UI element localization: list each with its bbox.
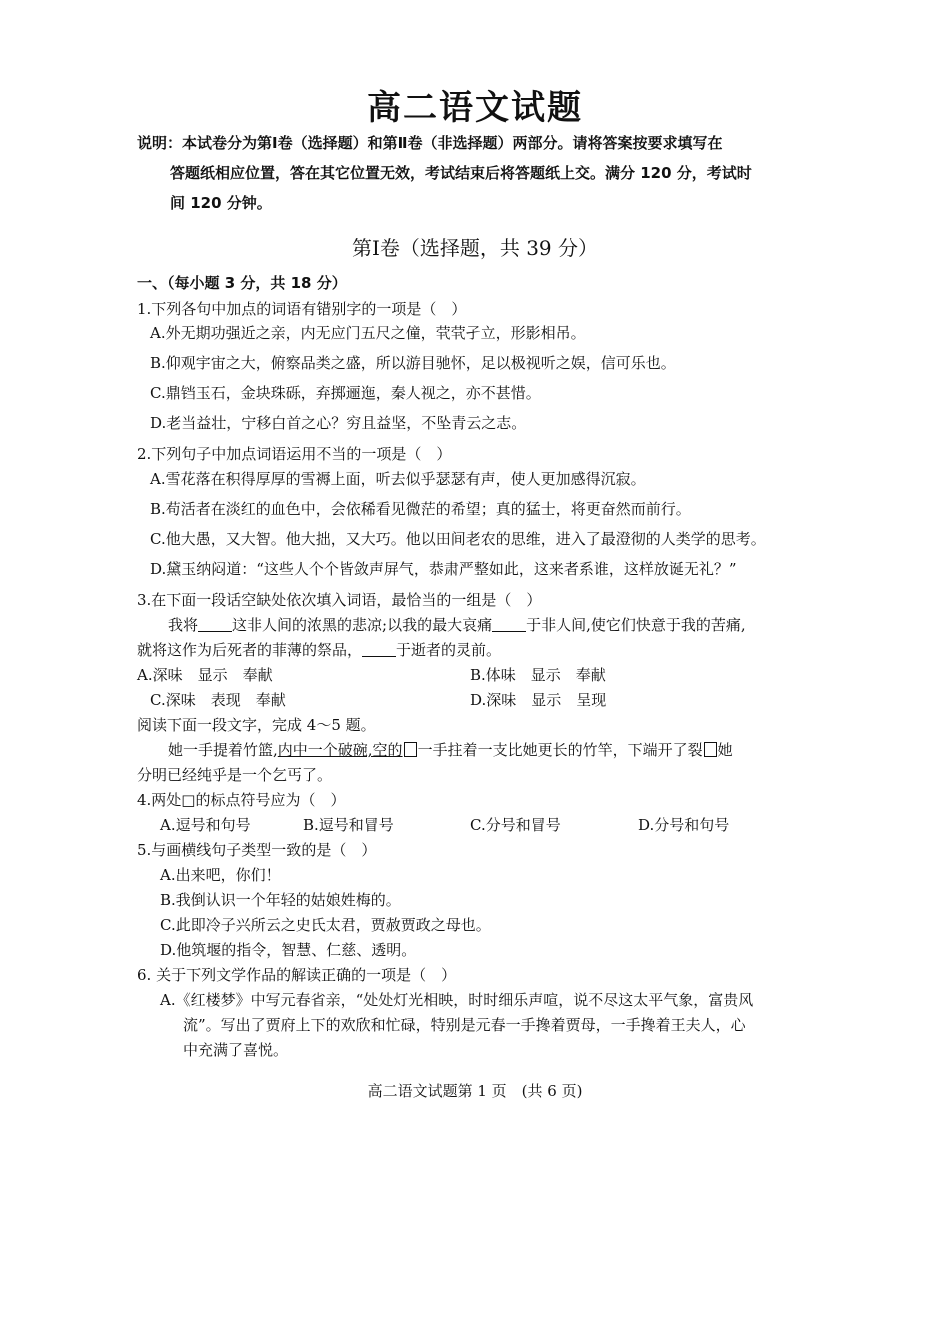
question-2-option-b: B.苟活者在淡红的血色中，会依稀看见微茫的希望；真的猛士，将更奋然而前行。 xyxy=(150,500,691,518)
section-title: 第Ⅰ卷（选择题，共 39 分） xyxy=(351,236,599,260)
question-2-option-a: A.雪花落在积得厚厚的雪褥上面，听去似乎瑟瑟有声，使人更加感得沉寂。 xyxy=(150,470,646,488)
fill-blank-1 xyxy=(198,617,232,632)
question-4-stem: 4.两处□的标点符号应为（ ） xyxy=(137,791,346,809)
question-1-option-b: B.仰观宇宙之大，俯察品类之盛，所以游目驰怀，足以极视听之娱，信可乐也。 xyxy=(150,354,676,372)
question-3-option-a: A.深味 显示 奉献 xyxy=(137,666,273,684)
question-3-passage-line-2 xyxy=(137,639,501,661)
blank-box-1 xyxy=(404,742,417,757)
reading-intro: 阅读下面一段文字，完成 4～5 题。 xyxy=(137,716,376,734)
question-2-stem: 2.下列句子中加点词语运用不当的一项是（ ） xyxy=(137,445,452,463)
passage-text: 我将 xyxy=(168,616,199,634)
question-2-option-c: C.他大愚，又大智。他大拙，又大巧。他以田间老农的思维，进入了最澄彻的人类学的思考。 xyxy=(150,530,766,548)
question-5-option-d: D.他筑堰的指令，智慧、仁慈、透明。 xyxy=(160,941,417,959)
instructions-line-3: 间 120 分钟。 xyxy=(170,194,272,212)
question-6-option-a-line-3: 中充满了喜悦。 xyxy=(183,1041,289,1059)
question-4-option-a: A.逗号和句号 xyxy=(160,816,251,834)
question-6-option-a-line-1: A.《红楼梦》中写元春省亲，“处处灯光相映，时时细乐声喧，说不尽这太平气象，富贵风 xyxy=(160,991,754,1009)
part-header: 一、（每小题 3 分，共 18 分） xyxy=(137,274,347,292)
question-6-option-a-line-2: 流”。写出了贾府上下的欢欣和忙碌，特别是元春一手搀着贾母，一手搀着王夫人，心 xyxy=(183,1016,746,1034)
passage-text: 她一手提着竹篮, xyxy=(168,741,278,759)
underlined-sentence: 内中一个破碗,空的 xyxy=(277,741,403,759)
question-1-option-c: C.鼎铛玉石，金块珠砾，弃掷逦迤，秦人视之，亦不甚惜。 xyxy=(150,384,541,402)
question-5-option-c: C.此即冷子兴所云之史氏太君，贾赦贾政之母也。 xyxy=(160,916,491,934)
instructions-line-2: 答题纸相应位置，答在其它位置无效，考试结束后将答题纸上交。满分 120 分，考试时 xyxy=(170,164,752,182)
question-3-passage-line-1 xyxy=(168,614,746,636)
question-3-option-c: C.深味 表现 奉献 xyxy=(150,691,286,709)
reading-passage-line-2: 分明已经纯乎是一个乞丐了。 xyxy=(137,766,333,784)
passage-text: 她 xyxy=(717,741,733,759)
passage-text: 于非人间,使它们快意于我的苦痛, xyxy=(526,616,746,634)
passage-text: 就将这作为后死者的菲薄的祭品， xyxy=(137,641,363,659)
page-footer: 高二语文试题第 1 页 (共 6 页) xyxy=(367,1082,583,1100)
question-6-stem: 6. 关于下列文学作品的解读正确的一项是（ ） xyxy=(137,966,457,984)
question-3-option-b: B.体味 显示 奉献 xyxy=(470,666,606,684)
reading-passage-line-1 xyxy=(168,739,733,761)
question-4-option-d: D.分号和句号 xyxy=(638,816,730,834)
question-3-stem: 3.在下面一段话空缺处依次填入词语，最恰当的一组是（ ） xyxy=(137,591,542,609)
question-4-option-c: C.分号和冒号 xyxy=(470,816,561,834)
page-title: 高二语文试题 xyxy=(367,88,583,128)
question-4-option-b: B.逗号和冒号 xyxy=(303,816,394,834)
fill-blank-2 xyxy=(492,617,526,632)
question-5-stem: 5.与画横线句子类型一致的是（ ） xyxy=(137,841,377,859)
passage-text: 一手拄着一支比她更长的竹竿，下端开了裂 xyxy=(417,741,703,759)
question-5-option-a: A.出来吧，你们！ xyxy=(160,866,281,884)
question-3-option-d: D.深味 显示 呈现 xyxy=(470,691,607,709)
question-1-stem: 1.下列各句中加点的词语有错别字的一项是（ ） xyxy=(137,300,467,318)
question-1-option-a: A.外无期功强近之亲，内无应门五尺之僮，茕茕孑立，形影相吊。 xyxy=(150,324,586,342)
question-2-option-d: D.黛玉纳闷道：“这些人个个皆敛声屏气，恭肃严整如此，这来者系谁，这样放诞无礼？” xyxy=(150,560,737,578)
instructions xyxy=(137,128,827,218)
instructions-line-1: 说明：本试卷分为第Ⅰ卷（选择题）和第Ⅱ卷（非选择题）两部分。请将答案按要求填写在 xyxy=(137,134,723,152)
question-1-option-d: D.老当益壮，宁移白首之心？穷且益坚，不坠青云之志。 xyxy=(150,414,527,432)
fill-blank-3 xyxy=(362,642,396,657)
question-5-option-b: B.我倒认识一个年轻的姑娘姓梅的。 xyxy=(160,891,401,909)
passage-text: 这非人间的浓黑的悲凉;以我的最大哀痛 xyxy=(232,616,493,634)
blank-box-2 xyxy=(704,742,717,757)
passage-text: 于逝者的灵前。 xyxy=(396,641,502,659)
